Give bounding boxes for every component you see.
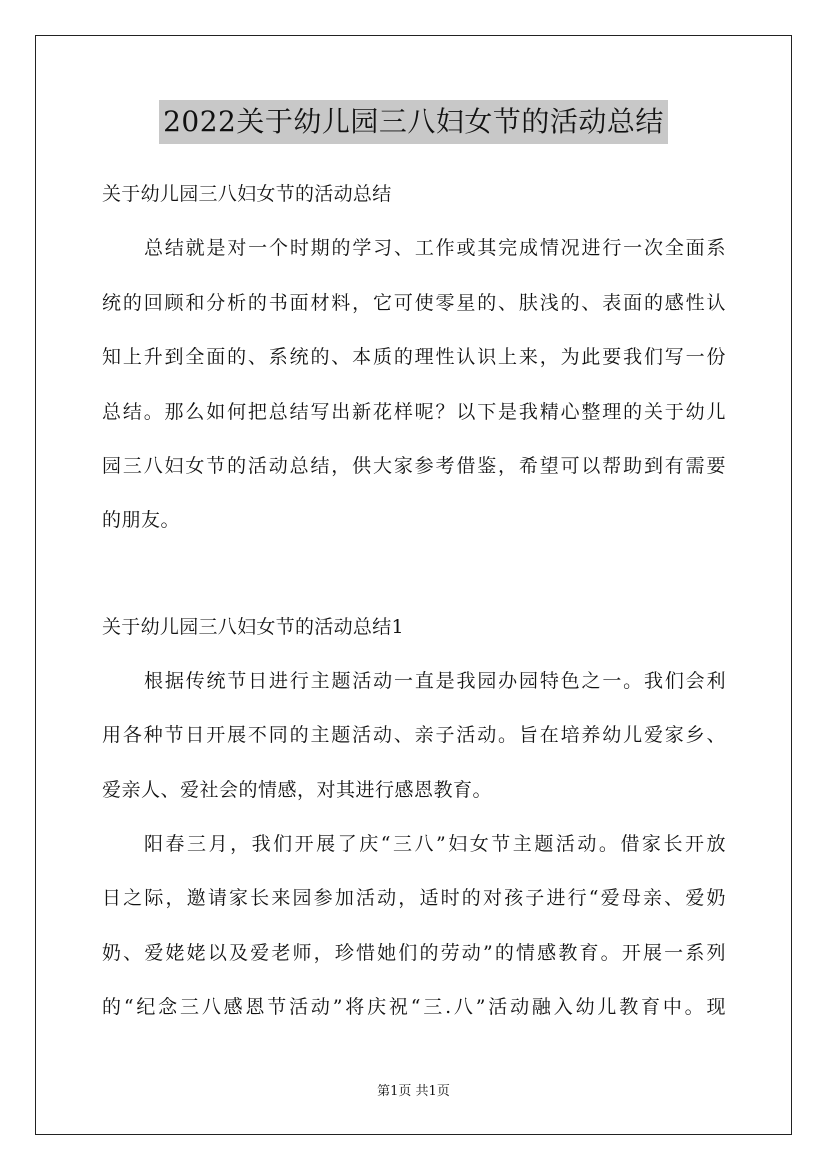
title-container — [0, 100, 827, 144]
intro-line: 园三八妇女节的活动总结，供大家参考借鉴，希望可以帮助到有需要 — [102, 455, 726, 477]
intro-line: 统的回顾和分析的书面材料，它可使零星的、肤浅的、表面的感性认 — [102, 292, 726, 314]
paragraph-line: 阳春三月，我们开展了庆“三八”妇女节主题活动。借家长开放 — [144, 833, 726, 855]
section-heading: 关于幼儿园三八妇女节的活动总结1 — [102, 616, 404, 638]
paragraph-line: 的“纪念三八感恩节活动”将庆祝“三.八”活动融入幼儿教育中。现 — [102, 996, 726, 1018]
document-title: 2022关于幼儿园三八妇女节的活动总结 — [159, 100, 668, 144]
paragraph-line: 奶、爱姥姥以及爱老师，珍惜她们的劳动”的情感教育。开展一系列 — [102, 942, 726, 964]
document-subtitle: 关于幼儿园三八妇女节的活动总结 — [102, 183, 392, 205]
intro-line: 总结。那么如何把总结写出新花样呢？以下是我精心整理的关于幼儿 — [102, 401, 726, 423]
intro-line: 知上升到全面的、系统的、本质的理性认识上来，为此要我们写一份 — [102, 346, 726, 368]
intro-line: 的朋友。 — [102, 509, 181, 531]
paragraph-line: 根据传统节日进行主题活动一直是我园办园特色之一。我们会利 — [144, 670, 726, 692]
paragraph-line: 用各种节日开展不同的主题活动、亲子活动。旨在培养幼儿爱家乡、 — [102, 724, 726, 746]
paragraph-line: 日之际，邀请家长来园参加活动，适时的对孩子进行“爱母亲、爱奶 — [102, 887, 726, 909]
paragraph-line: 爱亲人、爱社会的情感，对其进行感恩教育。 — [102, 779, 493, 801]
intro-line: 总结就是对一个时期的学习、工作或其完成情况进行一次全面系 — [144, 237, 726, 259]
page-number: 第1页 共1页 — [377, 1084, 450, 1099]
